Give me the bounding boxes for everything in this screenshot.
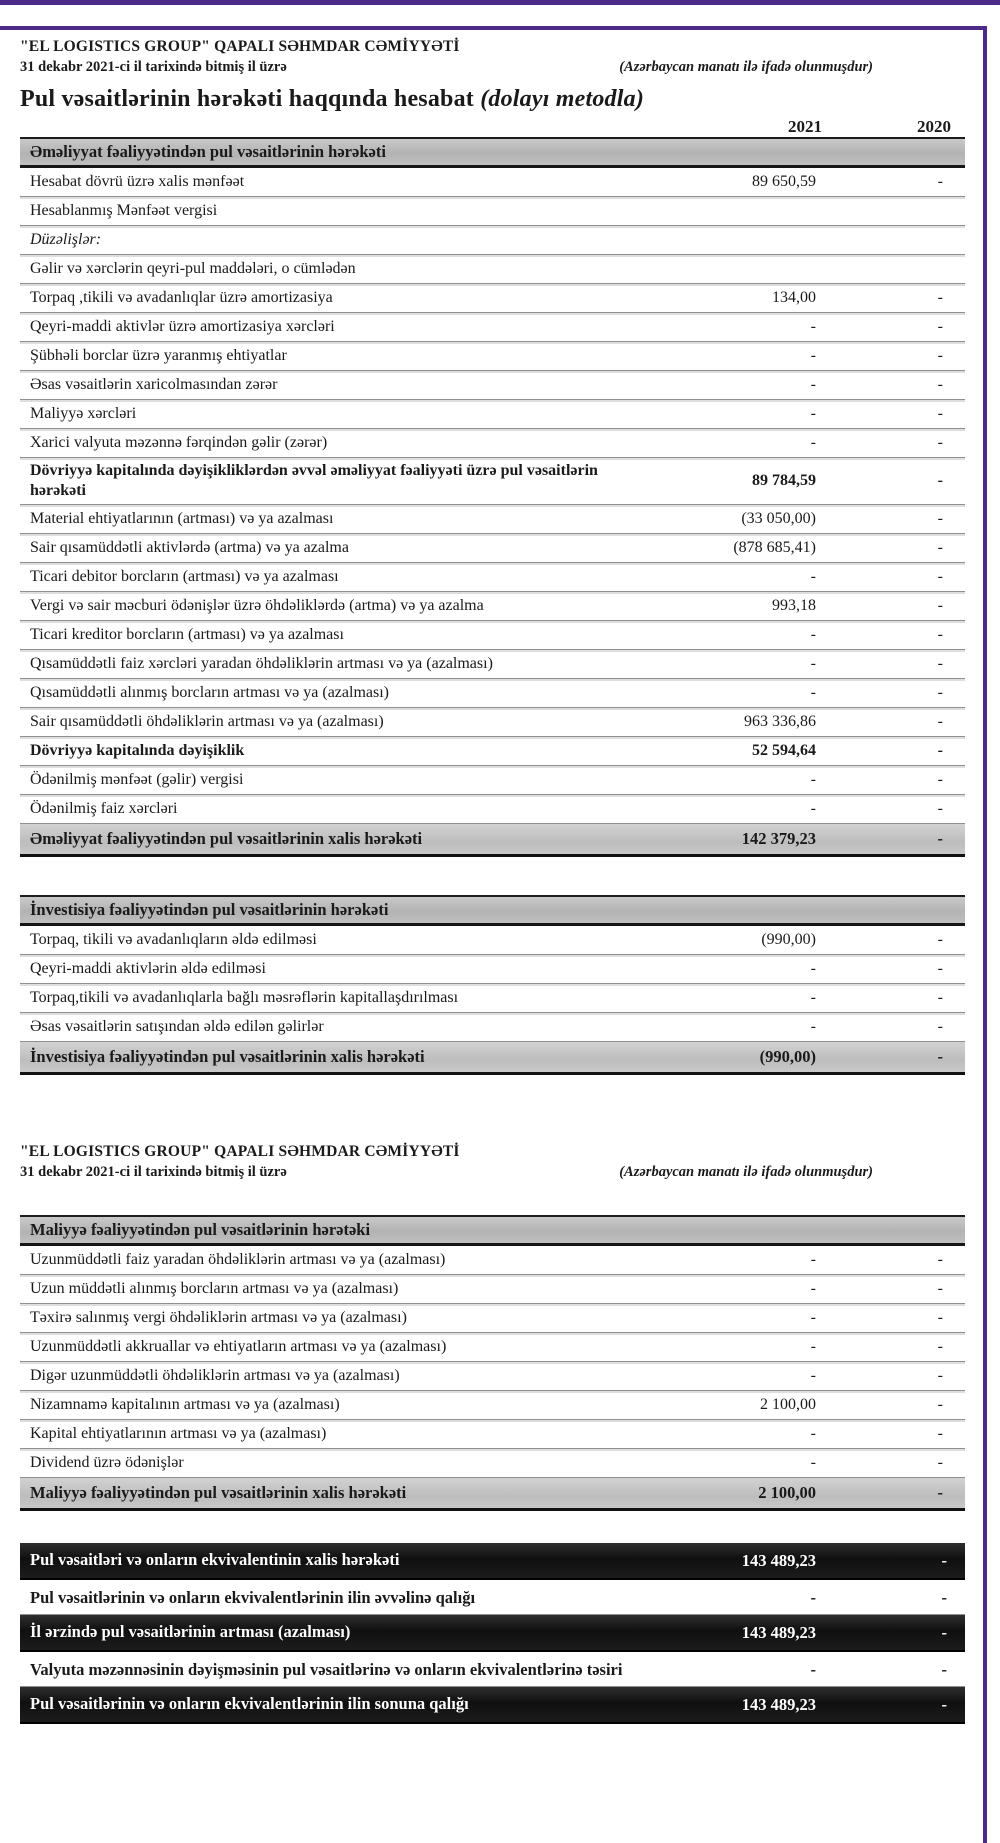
column-header-2020: 2020 [917,117,951,136]
document-page [20,30,965,1726]
value-2021: (990,00) [761,931,816,948]
column-header-2021: 2021 [788,117,822,136]
summary-value-2020: - [941,1622,947,1642]
currency-note: (Azərbaycan manatı ilə ifadə olunmuşdur) [619,1164,873,1180]
section-total-row-investing [20,1042,965,1075]
value-2021: - [810,1018,816,1035]
row-label: Qısamüddətli faiz xərcləri yaradan öhdəliklərin artması və ya (azalması) [30,655,493,672]
value-2021: - [810,1367,816,1384]
row-label: Təxirə salınmış vergi öhdəliklərin artması və ya (azalması) [30,1309,407,1326]
section-gap [20,1511,965,1543]
table-row [20,795,965,824]
table-row [20,226,965,255]
value-2020: - [937,597,943,614]
value-2020: - [937,376,943,393]
report-title [20,86,965,113]
value-2021: 89 650,59 [752,173,816,190]
value-2021: (33 050,00) [741,510,816,527]
value-2020: - [937,1425,943,1442]
value-2021: - [810,960,816,977]
row-label: Uzunmüddətli faiz yaradan öhdəliklərin artması və ya (azalması) [30,1251,446,1268]
table-row [20,592,965,621]
section-gap [20,857,965,895]
row-label: Torpaq,tikili və avadanlıqlarla bağlı məsrəflərin kapitallaşdırılması [30,989,459,1006]
value-2021: - [810,626,816,643]
row-label: Uzunmüddətli akkruallar və ehtiyatların artması və ya (azalması) [30,1338,447,1355]
value-2020: - [937,771,943,788]
value-2021: 89 784,59 [752,472,816,489]
section-header-investing: İnvestisiya fəaliyyətindən pul vəsaitlərinin hərəkəti [20,895,965,926]
value-2020: - [937,347,943,364]
table-row [20,708,965,737]
value-2021: - [810,684,816,701]
total-value-2020: - [937,829,943,848]
value-2020: - [937,173,943,190]
table-row [20,621,965,650]
section-total-row-financing [20,1478,965,1511]
summary-highlight-row [20,1543,965,1580]
page-border-top-outer [0,0,1000,5]
row-label: Ödənilmiş faiz xərcləri [30,800,178,817]
report-title-main: Pul vəsaitlərinin hərəkəti haqqında hesabat [20,86,474,112]
total-label: Əməliyyat fəaliyyətindən pul vəsaitlərinin xalis hərəkəti [30,829,423,848]
summary-value-2020: - [941,1660,947,1679]
table-row [20,255,965,284]
row-label: Sair qısamüddətli öhdəliklərin artması və ya (azalması) [30,713,384,730]
value-2020: - [937,539,943,556]
summary-value-2020: - [941,1694,947,1714]
value-2021: - [810,800,816,817]
value-2021: - [810,318,816,335]
table-row [20,458,965,505]
value-2020: - [937,472,943,489]
value-2021: - [810,405,816,422]
row-label: Sair qısamüddətli aktivlərdə (artma) və ya azalma [30,539,349,556]
table-row [20,400,965,429]
row-label: Dövriyyə kapitalında dəyişikliklərdən əvvəl əməliyyat fəaliyyəti üzrə pul vəsaitlərin hərəkəti [30,462,598,499]
row-label: Uzun müddətli alınmış borcların artması və ya (azalması) [30,1280,399,1297]
row-label: Torpaq ,tikili və avadanlıqlar üzrə amortizasiya [30,289,333,306]
table-row [20,926,965,955]
value-2020: - [937,1309,943,1326]
section-total-row-operating [20,824,965,857]
value-2020: - [937,1454,943,1471]
row-label: Əsas vəsaitlərin satışından əldə edilən gəlirlər [30,1018,324,1035]
summary-highlight-row [20,1687,965,1724]
summary-row [20,1654,965,1687]
row-label: Dividend üzrə ödənişlər [30,1454,184,1471]
value-2021: 993,18 [772,597,816,614]
table-row [20,1362,965,1391]
summary-label: Pul vəsaitlərinin və onların ekvivalentlərinin ilin əvvəlinə qalığı [30,1587,476,1607]
total-value-2021: 142 379,23 [741,829,816,848]
summary-label: Valyuta məzənnəsinin dəyişməsinin pul vəsaitlərinə və onların ekvivalentlərinə təsiri [30,1659,623,1679]
company-name: "EL LOGISTICS GROUP" QAPALI SƏHMDAR CƏMİYYƏTİ [20,38,460,55]
value-2021: - [810,1454,816,1471]
table-row [20,371,965,400]
summary-value-2021: 143 489,23 [741,1622,816,1642]
row-label: Kapital ehtiyatlarının artması və ya (azalması) [30,1425,327,1442]
value-2020: - [937,989,943,1006]
table-row [20,1449,965,1478]
value-2020: - [937,318,943,335]
row-label: Dövriyyə kapitalında dəyişiklik [30,742,245,759]
row-label: Əsas vəsaitlərin xaricolmasından zərər [30,376,278,393]
row-label: Şübhəli borclar üzrə yaranmış ehtiyatlar [30,347,287,364]
total-value-2020: - [937,1047,943,1066]
currency-note: (Azərbaycan manatı ilə ifadə olunmuşdur) [619,59,873,75]
value-2021: 134,00 [772,289,816,306]
table-row [20,168,965,197]
column-header-spacer [20,117,650,137]
value-2021: - [810,568,816,585]
value-2021: - [810,1251,816,1268]
row-label: Hesablanmış Mənfəət vergisi [30,202,218,219]
row-label: Düzəlişlər: [30,231,102,248]
value-2021: 963 336,86 [744,713,816,730]
column-headers [20,117,965,137]
value-2021: - [810,1338,816,1355]
value-2020: - [937,289,943,306]
row-label: Vergi və sair məcburi ödənişlər üzrə öhdəliklərdə (artma) və ya azalma [30,597,484,614]
table-row [20,505,965,534]
row-label: Ticari debitor borcların (artması) və ya azalması [30,568,339,585]
table-row [20,650,965,679]
value-2020: - [937,1251,943,1268]
page-border-right [983,26,987,1843]
row-label: Maliyyə xərcləri [30,405,137,422]
value-2020: - [937,931,943,948]
value-2020: - [937,568,943,585]
value-2020: - [937,713,943,730]
row-label: Ödənilmiş mənfəət (gəlir) vergisi [30,771,244,788]
table-row [20,984,965,1013]
value-2021: - [810,376,816,393]
value-2021: (878 685,41) [733,539,816,556]
total-value-2021: 2 100,00 [758,1483,816,1502]
row-label: Ticari kreditor borcların (artması) və ya azalması [30,626,344,643]
report-title-method: (dolayı metodla) [480,86,645,112]
row-label: Gəlir və xərclərin qeyri-pul maddələri, o cümlədən [30,260,356,277]
section-operating [20,137,965,857]
summary-value-2020: - [941,1588,947,1607]
value-2020: - [937,960,943,977]
value-2021: - [810,434,816,451]
value-2020: - [937,800,943,817]
value-2021: - [810,1280,816,1297]
row-label: Qısamüddətli alınmış borcların artması və ya (azalması) [30,684,389,701]
value-2021: - [810,1425,816,1442]
section-financing [20,1215,965,1511]
value-2020: - [937,1396,943,1413]
value-2021: - [810,347,816,364]
summary-value-2021: 143 489,23 [741,1694,816,1714]
total-value-2020: - [937,1483,943,1502]
summary-value-2021: - [810,1660,816,1679]
value-2020: - [937,510,943,527]
table-row [20,1275,965,1304]
value-2020: - [937,742,943,759]
table-row [20,197,965,226]
row-label: Torpaq, tikili və avadanlıqların əldə edilməsi [30,931,317,948]
summary-value-2020: - [941,1550,947,1570]
section-investing [20,895,965,1075]
table-row [20,1013,965,1042]
summary-label: Pul vəsaitləri və onların ekvivalentinin xalis hərəkəti [30,1550,400,1570]
value-2021: - [810,655,816,672]
table-row [20,1246,965,1275]
section-gap [20,1181,965,1215]
header-subline [20,1164,965,1181]
value-2020: - [937,405,943,422]
value-2021: - [810,1309,816,1326]
value-2021: 52 594,64 [752,742,816,759]
table-row [20,563,965,592]
summary-label: İl ərzində pul vəsaitlərinin artması (azalması) [30,1622,351,1642]
value-2020: - [937,655,943,672]
reporting-period: 31 dekabr 2021-ci il tarixində bitmiş il üzrə [20,1164,287,1180]
value-2020: - [937,684,943,701]
document-header [20,38,965,76]
total-label: İnvestisiya fəaliyyətindən pul vəsaitlərinin xalis hərəkəti [30,1047,425,1066]
section-header-financing: Maliyyə fəaliyyətindən pul vəsaitlərinin hərətəki [20,1215,965,1246]
summary-row [20,1582,965,1615]
total-value-2021: (990,00) [759,1047,816,1066]
table-row [20,284,965,313]
table-row [20,766,965,795]
row-label: Digər uzunmüddətli öhdəliklərin artması və ya (azalması) [30,1367,400,1384]
row-label: Nizamnamə kapitalının artması və ya (azalması) [30,1396,340,1413]
total-label: Maliyyə fəaliyyətindən pul vəsaitlərinin xalis hərəkəti [30,1483,407,1502]
reporting-period: 31 dekabr 2021-ci il tarixində bitmiş il üzrə [20,59,287,75]
summary-value-2021: 143 489,23 [741,1550,816,1570]
table-row [20,1333,965,1362]
table-row [20,1391,965,1420]
table-row [20,534,965,563]
table-row [20,679,965,708]
table-row [20,342,965,371]
value-2020: - [937,1018,943,1035]
table-row [20,429,965,458]
document-header-page2 [20,1143,965,1181]
table-row [20,1304,965,1333]
row-label: Material ehtiyatlarının (artması) və ya azalması [30,510,334,527]
table-row [20,313,965,342]
summary-value-2021: - [810,1588,816,1607]
value-2021: 2 100,00 [760,1396,816,1413]
value-2020: - [937,1338,943,1355]
value-2020: - [937,626,943,643]
table-row [20,737,965,766]
row-label: Qeyri-maddi aktivlər üzrə amortizasiya xərcləri [30,318,335,335]
value-2020: - [937,1280,943,1297]
summary-highlight-row [20,1615,965,1652]
row-label: Hesabat dövrü üzrə xalis mənfəət [30,173,245,190]
value-2020: - [937,434,943,451]
row-label: Qeyri-maddi aktivlərin əldə edilməsi [30,960,266,977]
value-2021: - [810,771,816,788]
value-2020: - [937,1367,943,1384]
summary-section [20,1543,965,1724]
summary-label: Pul vəsaitlərinin və onların ekvivalentlərinin ilin sonuna qalığı [30,1694,469,1714]
table-row [20,955,965,984]
value-2021: - [810,989,816,1006]
header-subline [20,59,965,76]
table-row [20,1420,965,1449]
section-header-operating: Əməliyyat fəaliyyətindən pul vəsaitlərinin hərəkəti [20,137,965,168]
row-label: Xarici valyuta məzənnə fərqindən gəlir (zərər) [30,434,328,451]
company-name: "EL LOGISTICS GROUP" QAPALI SƏHMDAR CƏMİYYƏTİ [20,1143,460,1160]
